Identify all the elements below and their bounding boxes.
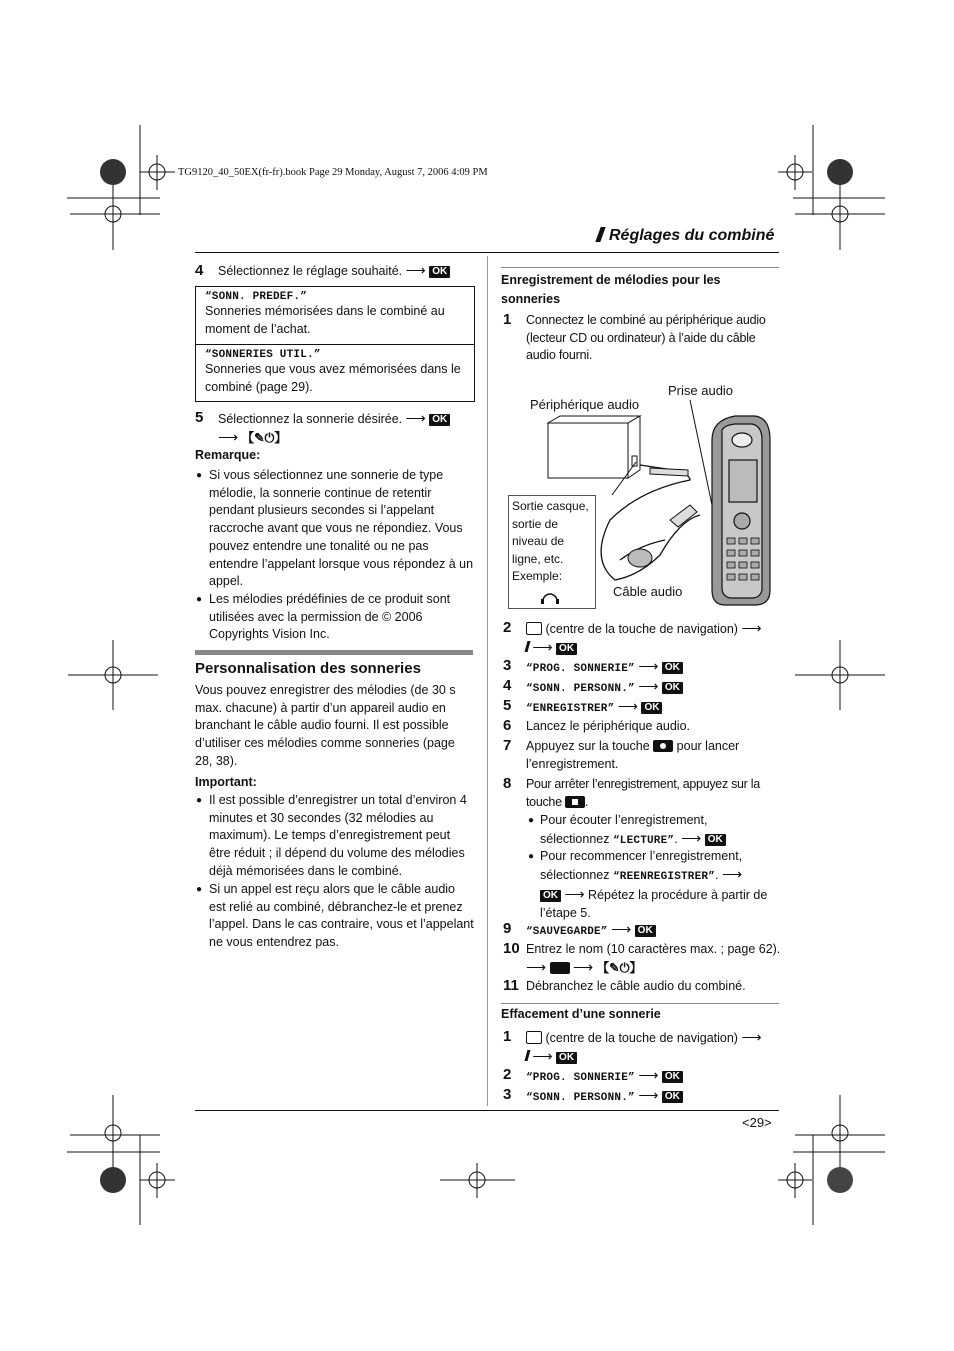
step-text: (centre de la touche de navigation): [545, 622, 738, 636]
step-number: 8: [503, 775, 512, 792]
step-4r: “SONN. PERSONN.” ⟶ OK: [526, 678, 683, 699]
menu-code: “PROG. SONNERIE”: [526, 663, 635, 675]
step-7: [526, 738, 781, 773]
important-item: Il est possible d’enregistrer un total d’environ 4 minutes et 30 secondes (32 mélodies au maximum). Le temps d’enregistrement peut être réduit ; il dépend du volume des mélodies déjà mémorisées dans le combiné.: [209, 793, 467, 878]
table-code: “SONN. PREDEF.”: [205, 291, 308, 303]
audio-device-drawing: [548, 416, 640, 478]
step-text: Répétez la procédure à partir de l’étape 5.: [540, 888, 768, 921]
step-text: Sélectionnez la sonnerie désirée.: [218, 412, 403, 426]
subsection-title: Effacement d’une sonnerie: [501, 1007, 661, 1021]
handset-icon: [525, 1050, 531, 1061]
step-text: Pour recommencer l’enregistrement, sélectionnez: [540, 849, 743, 882]
delete-step-1: (centre de la touche de navigation) ⟶ ⟶ OK: [526, 1029, 781, 1066]
off-key-icon: 【✎⏻】: [241, 430, 287, 445]
menu-code: “ENREGISTRER”: [526, 703, 615, 715]
ok-key: OK: [641, 702, 662, 714]
step-3: “PROG. SONNERIE” ⟶ OK: [526, 658, 683, 679]
step-2: (centre de la touche de navigation) ⟶ ⟶ OK: [526, 620, 781, 657]
step-number: 3: [503, 1086, 512, 1103]
menu-code: “SONN. PERSONN.”: [526, 1092, 635, 1104]
menu-key-icon: [526, 622, 542, 635]
step-8: Pour arrêter l’enregistrement, appuyez sur la touche .: [526, 777, 760, 809]
ok-key: OK: [540, 890, 561, 902]
step-8-option-1: Pour écouter l’enregistrement, sélectionnez “LECTURE”. ⟶ OK: [540, 812, 780, 850]
ok-key: OK: [429, 414, 450, 426]
ok-key: OK: [662, 682, 683, 694]
step-number: 1: [503, 311, 512, 328]
delete-step-2: “PROG. SONNERIE” ⟶ OK: [526, 1067, 683, 1088]
ok-key: OK: [662, 1071, 683, 1083]
headphones-icon: [543, 594, 557, 601]
remark-item: Si vous sélectionnez une sonnerie de type mélodie, la sonnerie continue de retentir pendant plusieurs secondes si l’appelant raccroche avant que vous ne répondiez. Vous pouvez entendre une tonalité ou ne pas entendre l’appelant lorsque vous répondez à un appel.: [209, 468, 474, 589]
subsection-rule: [501, 1003, 779, 1004]
step-number: 3: [503, 657, 512, 674]
menu-code: “LECTURE”: [612, 834, 675, 847]
subsection-title: Enregistrement de mélodies pour les sonneries: [501, 273, 721, 306]
ok-key: OK: [662, 1091, 683, 1103]
file-stamp: TG9120_40_50EX(fr-fr).book Page 29 Monday, August 7, 2006 4:09 PM: [178, 167, 488, 178]
menu-code: “REENREGISTRER”: [612, 870, 716, 883]
chapter-title-text: Réglages du combiné: [609, 227, 775, 244]
step-number: 5: [195, 409, 204, 426]
table-desc: Sonneries mémorisées dans le combiné au moment de l’achat.: [205, 304, 445, 336]
ok-key: OK: [705, 834, 726, 846]
ok-key: OK: [662, 662, 683, 674]
label-cable: Câble audio: [613, 584, 683, 599]
step-number: 4: [195, 262, 204, 279]
step-number: 2: [503, 619, 512, 636]
step-text: Débranchez le câble audio du combiné.: [526, 979, 746, 993]
step-text: Pour écouter l’enregistrement, sélectionnez: [540, 813, 708, 846]
record-key-icon: [653, 740, 673, 752]
important-item: Si un appel est reçu alors que le câble audio est relié au combiné, débranchez-le et prenez l’appel. Dans le cas contraire, vous et l’appelant ne vous entendrez pas.: [209, 882, 474, 950]
ok-key: OK: [556, 643, 577, 655]
page-number: <29>: [742, 1115, 772, 1130]
step-text: Appuyez sur la touche: [526, 739, 650, 753]
step-number: 11: [503, 977, 519, 994]
step-10: Entrez le nom (10 caractères max. ; page 62). ⟶ ⟶ 【✎⏻】: [526, 942, 781, 975]
remark-title: Remarque:: [195, 448, 261, 462]
step-text: (centre de la touche de navigation): [545, 1031, 738, 1045]
off-key-icon: 【✎⏻】: [596, 960, 642, 975]
menu-key-icon: [526, 1031, 542, 1044]
step-number: 2: [503, 1066, 512, 1083]
step-text: Sélectionnez le réglage souhaité.: [218, 264, 403, 278]
delete-step-3: “SONN. PERSONN.” ⟶ OK: [526, 1087, 683, 1108]
step-text: Lancez le périphérique audio.: [526, 719, 691, 733]
menu-code: “SONN. PERSONN.”: [526, 683, 635, 695]
ok-key: OK: [556, 1052, 577, 1064]
step-number: 10: [503, 940, 520, 957]
step-8-option-2: Pour recommencer l’enregistrement, sélectionnez “REENREGISTRER”. ⟶ OK ⟶ Répétez la procédure à partir de l’étape 5.: [540, 849, 768, 921]
step-number: 6: [503, 717, 512, 734]
step-text: pour lancer l’enregistrement.: [526, 739, 740, 771]
section-intro: Vous pouvez enregistrer des mélodies (de 30 s max. chacune) à partir d’un appareil audio en branchant le câble audio fourni. Il est possible d’utiliser ces mélodies comme sonneries (page 28, 38).: [195, 683, 456, 768]
label-jack: Prise audio: [668, 383, 734, 398]
step-text: Pour arrêter l’enregistrement, appuyez sur la touche: [526, 777, 760, 809]
step-5: Sélectionnez la sonnerie désirée. ⟶ OK ⟶ 【✎⏻】: [218, 410, 478, 447]
step-number: 7: [503, 737, 512, 754]
output-label: Sortie casque, sortie de niveau de ligne, etc. Exemple:: [512, 499, 589, 583]
step-5r: “ENREGISTRER” ⟶ OK: [526, 698, 662, 719]
stop-key-icon: [565, 796, 585, 808]
menu-code: “PROG. SONNERIE”: [526, 1072, 635, 1084]
step-number: 9: [503, 920, 512, 937]
label-device: Périphérique audio: [530, 397, 640, 412]
ok-key: OK: [429, 266, 450, 278]
step-number: 1: [503, 1028, 512, 1045]
important-title: Important:: [195, 775, 257, 789]
handset-icon: [525, 641, 531, 652]
ok-key: OK: [635, 925, 656, 937]
table-desc: Sonneries que vous avez mémorisées dans le combiné (page 29).: [205, 362, 461, 394]
table-code: “SONNERIES UTIL.”: [205, 349, 321, 361]
step-text: Connectez le combiné au périphérique audio (lecteur CD ou ordinateur) à l’aide du câble audio fourni.: [526, 313, 766, 363]
step-4: Sélectionnez le réglage souhaité. ⟶ OK: [218, 262, 478, 281]
step-number: 4: [503, 677, 512, 694]
remark-item: Les mélodies prédéfinies de ce produit sont utilisées avec la permission de © 2006 Copyrights Vision Inc.: [209, 592, 451, 642]
footer-rule: [195, 1110, 779, 1111]
step-text: Entrez le nom (10 caractères max. ; page 62).: [526, 942, 781, 956]
step-9: “SAUVEGARDE” ⟶ OK: [526, 921, 656, 942]
menu-code: “SAUVEGARDE”: [526, 926, 608, 938]
save-key-icon: [550, 962, 570, 974]
section-title: Personnalisation des sonneries: [195, 660, 421, 677]
step-number: 5: [503, 697, 512, 714]
